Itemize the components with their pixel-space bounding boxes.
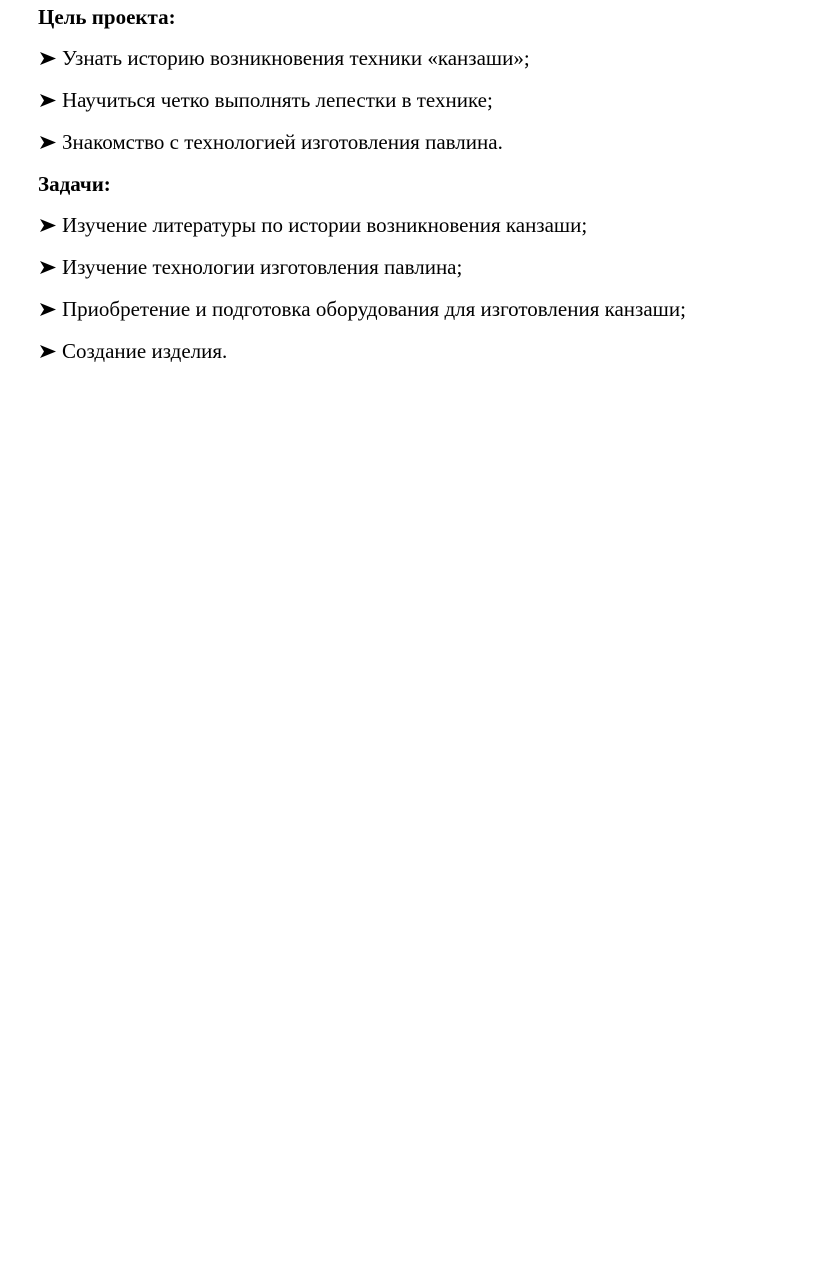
goal-list-item — [38, 45, 530, 71]
arrowhead-bullet-icon — [38, 338, 62, 364]
arrowhead-bullet-icon — [38, 296, 62, 322]
arrowhead-bullet-icon — [38, 45, 62, 71]
goal-list-item — [38, 87, 493, 113]
task-list-item — [38, 338, 227, 364]
task-item-text: Изучение литературы по истории возникновения канзаши; — [62, 213, 588, 237]
goal-item-text: Узнать историю возникновения техники «канзаши»; — [62, 46, 530, 70]
goal-item-text: Научиться четко выполнять лепестки в технике; — [62, 88, 493, 112]
goal-item-text: Знакомство с технологией изготовления павлина. — [62, 130, 503, 154]
tasks-heading: Задачи: — [38, 172, 111, 196]
goal-heading: Цель проекта: — [38, 5, 176, 29]
task-list-item — [38, 212, 587, 238]
arrowhead-bullet-icon — [38, 129, 62, 155]
arrowhead-bullet-icon — [38, 87, 62, 113]
goal-list-item — [38, 129, 503, 155]
arrowhead-bullet-icon — [38, 212, 62, 238]
task-item-text: Изучение технологии изготовления павлина; — [62, 255, 463, 279]
arrowhead-bullet-icon — [38, 254, 62, 280]
task-item-text: Приобретение и подготовка оборудования для изготовления канзаши; — [62, 297, 686, 321]
task-item-text: Создание изделия. — [62, 339, 228, 363]
task-list-item — [38, 254, 462, 280]
task-list-item — [38, 296, 686, 322]
